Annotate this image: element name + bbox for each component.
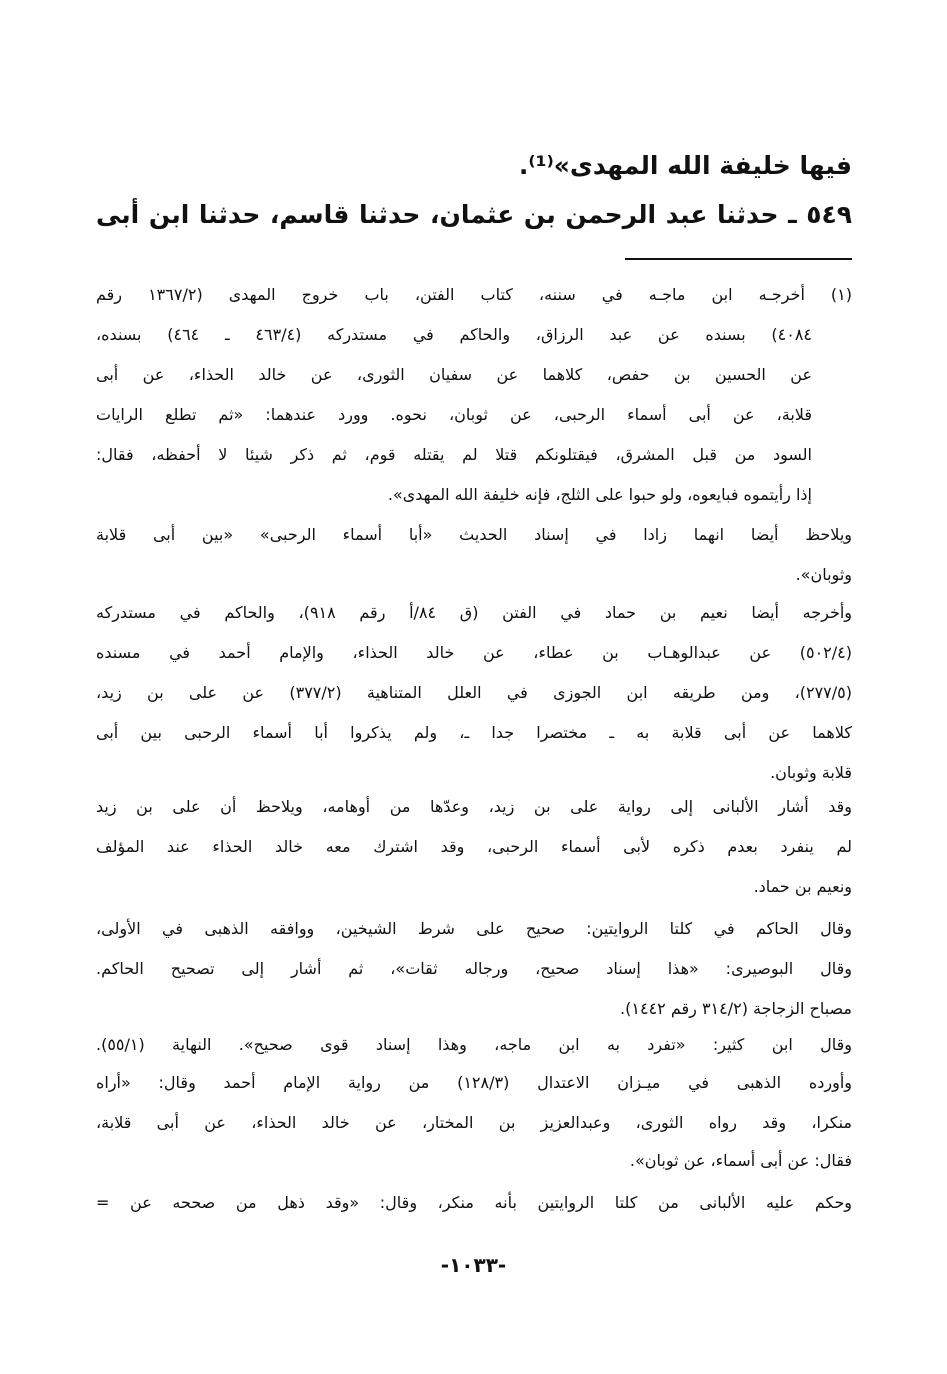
footnote-line: وثوبان».: [795, 565, 852, 584]
main-text-line-2: ٥٤٩ ـ حدثنا عبد الرحمن بن عثمان، حدثنا قاسم، حدثنا ابن أبى: [96, 200, 852, 229]
footnote-line: قلابة وثوبان.: [770, 763, 852, 782]
footnote-line: فقال: عن أبى أسماء، عن ثوبان».: [629, 1151, 852, 1170]
footnote-line: ونعيم بن حماد.: [753, 877, 852, 896]
footnote-line: السود من قبل المشرق، فيقتلونكم قتلا لم يقتله قوم، ثم ذكر شيئا لا أحفظه، فقال:: [96, 445, 812, 464]
footnote-line: عن الحسين بن حفص، كلاهما عن سفيان الثورى، عن خالد الحذاء، عن أبى: [96, 365, 812, 384]
footnote-line: وأورده الذهبى في ميـزان الاعتدال (١٢٨/٣) من رواية الإمام أحمد وقال: «أراه: [96, 1073, 852, 1092]
footnote-line: منكرا، وقد رواه الثورى، وعبدالعزيز بن المختار، عن خالد الحذاء، عن أبى قلابة،: [96, 1113, 852, 1132]
footnote-line: إذا رأيتموه فبايعوه، ولو حبوا على الثلج، فإنه خليفة الله المهدى».: [387, 485, 812, 504]
footnote-separator: [625, 258, 852, 260]
footnote-line: وقال الحاكم في كلتا الروايتين: صحيح على شرط الشيخين، ووافقه الذهبى في الأولى،: [96, 919, 852, 938]
footnote-line: وقال البوصيرى: «هذا إسناد صحيح، ورجاله ثقات»، ثم أشار إلى تصحيح الحاكم.: [96, 959, 852, 978]
footnote-line: وقال ابن كثير: «تفرد به ابن ماجه، وهذا إسناد قوى صحيح». النهاية (٥٥/١).: [96, 1035, 852, 1054]
main-text-line-1: فيها خليفة الله المهدى»⁽¹⁾.: [518, 151, 852, 180]
footnote-line: ويلاحظ أيضا انهما زادا في إسناد الحديث «أبا أسماء الرحبى» «بين أبى قلابة: [96, 525, 852, 544]
footnote-line: (١) أخرجـه ابن ماجـه في سننه، كتاب الفتن، باب خروج المهدى (١٣٦٧/٢ رقم: [96, 285, 853, 304]
footnote-line: لم ينفرد بعدم ذكره لأبى أسماء الرحبى، وقد اشترك معه خالد الحذاء عند المؤلف: [96, 837, 852, 856]
footnote-line: ٤٠٨٤) بسنده عن عبد الرزاق، والحاكم في مستدركه (٤٦٣/٤ ـ ٤٦٤) بسنده،: [96, 325, 813, 344]
footnote-line: وحكم عليه الألبانى من كلتا الروايتين بأنه منكر، وقال: «وقد ذهل من صححه عن =: [96, 1193, 852, 1212]
footnote-line: مصباح الزجاجة (٣١٤/٢ رقم ١٤٤٢).: [620, 999, 852, 1018]
footnote-line: (٢٧٧/٥)، ومن طريقه ابن الجوزى في العلل المتناهية (٣٧٧/٢) عن على بن زيد،: [96, 683, 852, 702]
footnote-line: (٥٠٢/٤) عن عبدالوهـاب بن عطاء، عن خالد الحذاء، والإمام أحمد في مسنده: [96, 643, 852, 662]
page-number: -١٠٣٣-: [440, 1253, 507, 1277]
footnote-line: قلابة، عن أبى أسماء الرحبى، عن ثوبان، نحوه. وورد عندهما: «ثم تطلع الرايات: [96, 405, 812, 424]
footnote-line: وأخرجه أيضا نعيم بن حماد في الفتن (ق ٨٤/أ رقم ٩١٨)، والحاكم في مستدركه: [96, 603, 853, 622]
footnote-line: وقد أشار الألبانى إلى رواية على بن زيد، وعدّها من أوهامه، ويلاحظ أن على بن زيد: [96, 797, 852, 816]
footnote-line: كلاهما عن أبى قلابة به ـ مختصرا جدا ـ، ولم يذكروا أبا أسماء الرحبى بين أبى: [96, 723, 852, 742]
